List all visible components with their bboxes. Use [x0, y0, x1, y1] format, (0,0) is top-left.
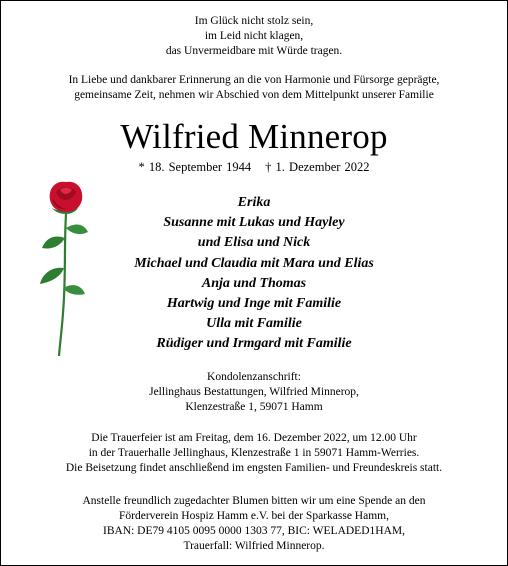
family-member-line: Ulla mit Familie [206, 316, 302, 332]
family-member-line: Susanne mit Lukas und Hayley [163, 215, 345, 231]
funeral-line: Die Trauerfeier ist am Freitag, dem 16. Dezember 2022, um 12.00 Uhr [91, 432, 417, 444]
donation-line: Trauerfall: Wilfried Minnerop. [183, 540, 325, 552]
funeral-line: Die Beisetzung findet anschließend im engsten Familien- und Freundeskreis statt. [65, 462, 443, 474]
condolence-line: Klenzestraße 1, 59071 Hamm [185, 401, 323, 413]
motto-line: im Leid nicht klagen, [204, 30, 304, 42]
donation-info [0, 494, 508, 554]
intro-line: gemeinsame Zeit, nehmen wir Abschied von dem Mittelpunkt unserer Familie [74, 89, 434, 101]
condolence-line: Kondolenzanschrift: [207, 371, 301, 383]
donation-line: Förderverein Hospiz Hamm e.V. bei der Sparkasse Hamm, [119, 510, 389, 522]
motto-line: Im Glück nicht stolz sein, [194, 15, 314, 27]
intro-text [0, 73, 508, 103]
birth-date: * 18. September 1944 [138, 160, 252, 174]
family-list [0, 193, 508, 355]
family-member-line: Rüdiger und Irmgard mit Familie [156, 336, 352, 352]
funeral-info [0, 431, 508, 476]
donation-line: Anstelle freundlich zugedachter Blumen bitten wir um eine Spende an den [82, 495, 426, 507]
life-dates [0, 159, 508, 175]
deceased-name: Wilfried Minnerop [120, 117, 388, 156]
intro-line: In Liebe und dankbarer Erinnerung an die von Harmonie und Fürsorge geprägte, [68, 74, 440, 86]
family-member-line: und Elisa und Nick [197, 235, 311, 251]
death-date: † 1. Dezember 2022 [265, 160, 370, 174]
donation-line: IBAN: DE79 4105 0095 0000 1303 77, BIC: WELADED1HAM, [103, 525, 405, 537]
family-member-line: Erika [237, 195, 271, 210]
family-member-line: Michael und Claudia mit Mara und Elias [134, 255, 374, 271]
motto-line: das Unvermeidbare mit Würde tragen. [165, 45, 343, 57]
family-member-line: Hartwig und Inge mit Familie [166, 296, 342, 312]
family-member-line: Anja und Thomas [201, 275, 307, 291]
condolence-address [0, 370, 508, 415]
condolence-line: Jellinghaus Bestattungen, Wilfried Minnerop, [149, 386, 359, 398]
funeral-line: in der Trauerhalle Jellinghaus, Klenzestraße 1 in 59071 Hamm-Werries. [88, 447, 420, 459]
motto-poem [0, 14, 508, 59]
